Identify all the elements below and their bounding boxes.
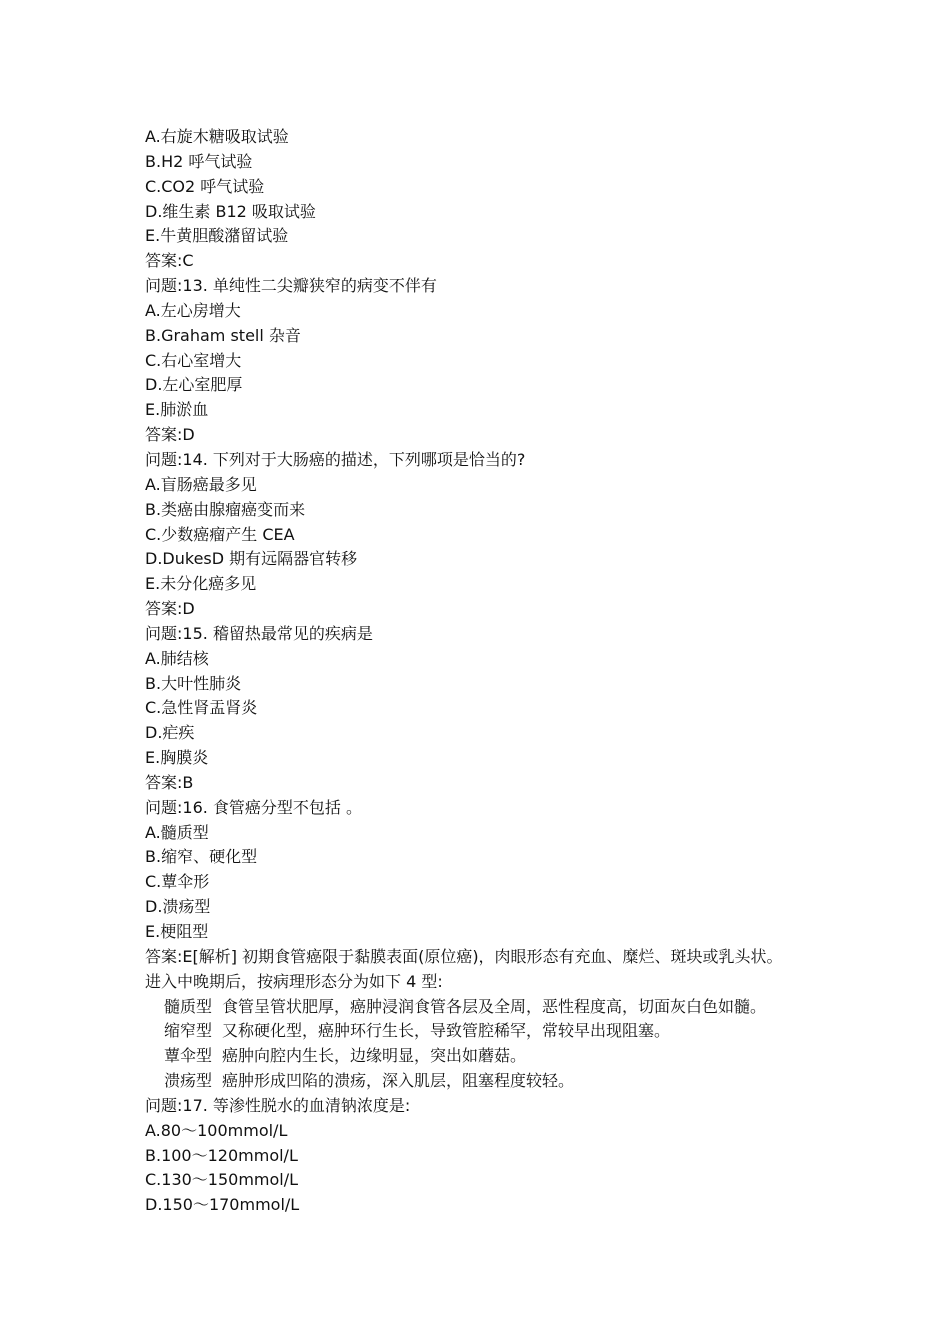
type-term: 缩窄型	[164, 1021, 213, 1041]
option-b: B.大叶性肺炎	[145, 673, 242, 693]
option-c: C.CO2 呼气试验	[145, 176, 265, 196]
option-c: C.蕈伞形	[145, 872, 210, 892]
option-d: D.左心室肥厚	[145, 375, 243, 395]
option-d: D.DukesD 期有远隔器官转移	[145, 549, 358, 569]
question-17: 问题:17. 等渗性脱水的血清钠浓度是:	[145, 1095, 411, 1115]
question-15: 问题:15. 稽留热最常见的疾病是	[145, 623, 373, 643]
type-item	[145, 1044, 815, 1069]
option-b: B.100～120mmol/L	[145, 1145, 298, 1165]
option-d: D.溃疡型	[145, 897, 211, 917]
option-d: D.150～170mmol/L	[145, 1195, 300, 1215]
question-13: 问题:13. 单纯性二尖瓣狭窄的病变不伴有	[145, 276, 437, 296]
option-a: A.左心房增大	[145, 300, 241, 320]
type-term: 髓质型	[164, 996, 213, 1016]
option-c: C.急性肾盂肾炎	[145, 698, 258, 718]
answer: 答案:D	[145, 599, 195, 619]
option-c: C.右心室增大	[145, 350, 242, 370]
answer: 答案:C	[145, 251, 194, 271]
option-a: A.80～100mmol/L	[145, 1120, 288, 1140]
type-description: 食管呈管状肥厚，癌肿浸润食管各层及全周，恶性程度高，切面灰白色如髓。	[222, 996, 767, 1016]
option-e: E.梗阻型	[145, 922, 209, 941]
type-item	[145, 1069, 815, 1094]
option-a: A.髓质型	[145, 822, 209, 842]
question-16: 问题:16. 食管癌分型不包括 。	[145, 797, 363, 817]
option-e: E.牛黄胆酸潴留试验	[145, 226, 289, 246]
type-term: 溃疡型	[164, 1071, 213, 1091]
option-c: C.少数癌瘤产生 CEA	[145, 524, 295, 544]
option-a: A.右旋木糖吸取试验	[145, 127, 289, 146]
option-a: A.盲肠癌最多见	[145, 474, 257, 494]
type-description: 癌肿向腔内生长，边缘明显，突出如蘑菇。	[222, 1046, 527, 1066]
option-b: B.缩窄、硬化型	[145, 847, 258, 867]
type-item	[145, 1019, 815, 1044]
option-e: E.肺淤血	[145, 400, 209, 420]
answer: 答案:B	[145, 772, 194, 792]
option-b: B.H2 呼气试验	[145, 151, 253, 171]
option-b: B.Graham stell 杂音	[145, 325, 301, 345]
option-a: A.肺结核	[145, 648, 209, 668]
answer-explanation: 答案:E[解析] 初期食管癌限于黏膜表面(原位癌)，肉眼形态有充血、糜烂、斑块或乳头状。	[145, 946, 783, 966]
type-description: 癌肿形成凹陷的溃疡，深入肌层，阻塞程度较轻。	[222, 1071, 575, 1091]
type-term: 蕈伞型	[164, 1046, 213, 1066]
answer-explanation-continued: 进入中晚期后，按病理形态分为如下 4 型:	[145, 971, 443, 991]
option-d: D.维生素 B12 吸取试验	[145, 201, 316, 221]
answer: 答案:D	[145, 425, 195, 445]
option-c: C.130～150mmol/L	[145, 1170, 299, 1190]
document-content	[145, 125, 815, 1218]
option-b: B.类癌由腺瘤癌变而来	[145, 499, 306, 519]
option-e: E.未分化癌多见	[145, 574, 257, 594]
type-item	[145, 995, 815, 1020]
question-14: 问题:14. 下列对于大肠癌的描述，下列哪项是恰当的?	[145, 449, 526, 469]
type-description: 又称硬化型，癌肿环行生长，导致管腔稀罕，常较早出现阻塞。	[222, 1021, 671, 1041]
option-e: E.胸膜炎	[145, 748, 209, 768]
option-d: D.疟疾	[145, 723, 195, 743]
